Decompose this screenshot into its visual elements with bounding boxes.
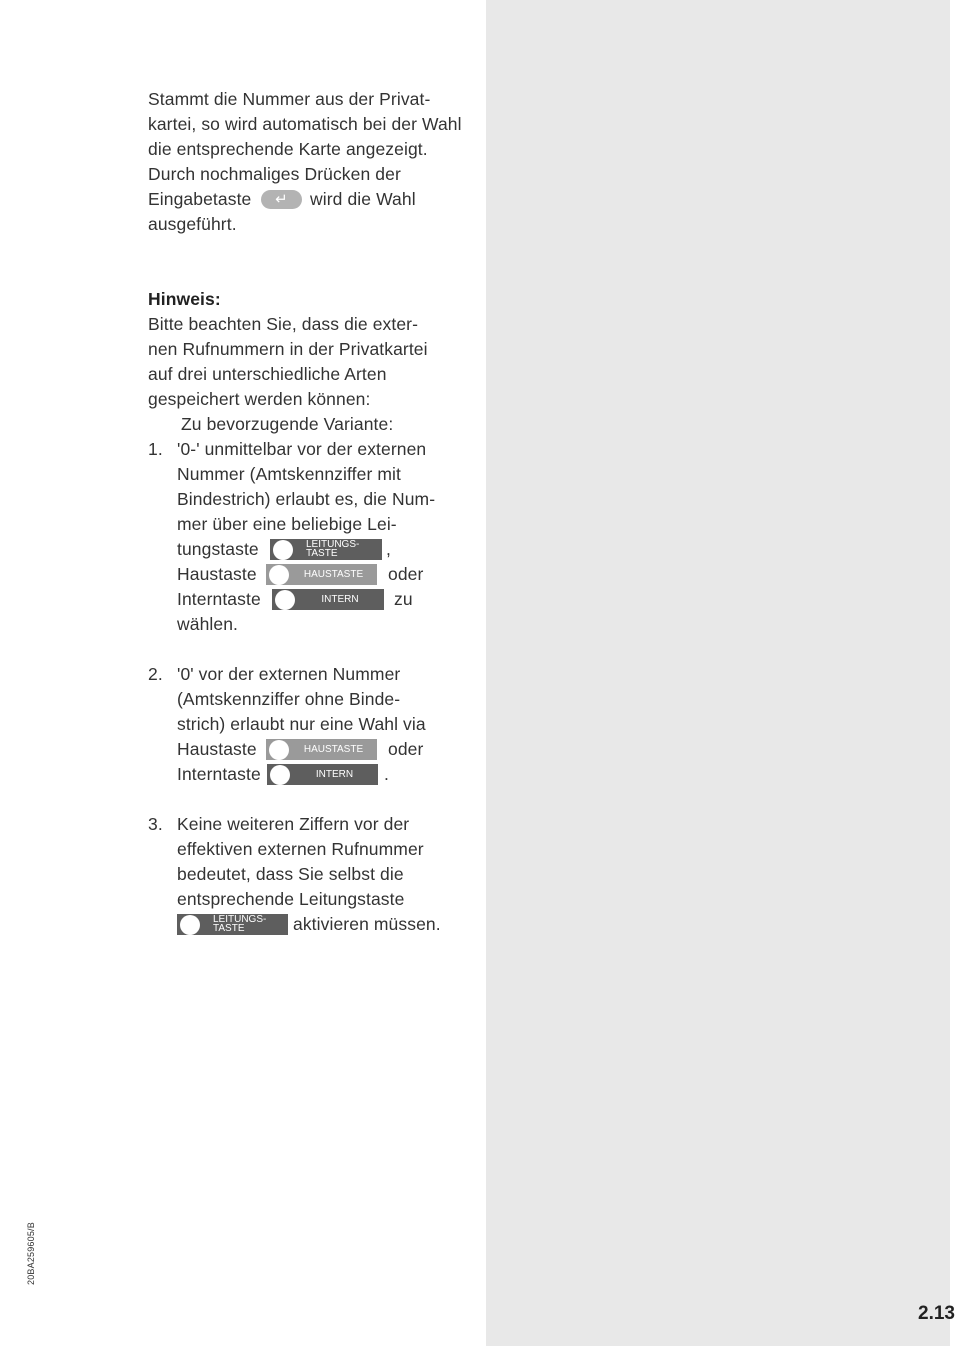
- item-1-line-6: [148, 562, 488, 587]
- item-2-haustaste-text: Haustaste: [177, 739, 257, 759]
- item-1-line-5: [148, 537, 488, 562]
- interntaste-label: INTERN: [321, 593, 359, 605]
- item-1-line-2: Nummer (Amtskennziffer mit: [177, 464, 401, 484]
- item-1-zu: zu: [394, 589, 413, 609]
- item-1-line-1: [148, 437, 488, 462]
- intro-line-6: ausgeführt.: [148, 214, 237, 234]
- intro-line-5-text: Eingabetaste: [148, 189, 252, 209]
- item-3-line-5: [148, 912, 488, 937]
- preferred-variant-label: Zu bevorzugende Variante:: [181, 414, 394, 434]
- item-2-interntaste-text: Interntaste: [177, 764, 261, 784]
- item-3-line-4: entsprechende Leitungstaste: [177, 889, 405, 909]
- leitungstaste-key-icon: [270, 539, 382, 560]
- item-1-line-3: Bindestrich) erlaubt es, die Num-: [177, 489, 436, 509]
- item-1-haustaste-text: Haustaste: [177, 564, 257, 584]
- intro-line-2: kartei, so wird automatisch bei der Wahl: [148, 114, 462, 134]
- intro-line-5: [148, 187, 488, 212]
- item-1-number: 1.: [148, 439, 163, 459]
- interntaste-key-icon: [267, 764, 378, 785]
- hinweis-line-4: gespeichert werden können:: [148, 389, 371, 409]
- intro-line-5-rest: wird die Wahl: [310, 189, 416, 209]
- item-2-period: .: [384, 764, 389, 784]
- key-led-icon: [273, 540, 293, 560]
- item-3-line-1: [148, 812, 488, 837]
- item-2-line-2: (Amtskennziffer ohne Binde-: [177, 689, 401, 709]
- intro-line-1: Stammt die Nummer aus der Privat-: [148, 89, 431, 109]
- item-1-interntaste-text: Interntaste: [177, 589, 261, 609]
- hinweis-heading: Hinweis:: [148, 289, 221, 309]
- key-led-icon: [270, 765, 290, 785]
- item-1-oder: oder: [388, 564, 424, 584]
- haustaste-label: HAUSTASTE: [303, 743, 364, 755]
- interntaste-label: INTERN: [315, 768, 354, 780]
- hinweis-line-3: auf drei unterschiedliche Arten: [148, 364, 387, 384]
- leitungstaste-label-1: LEITUNGS-: [213, 914, 267, 925]
- haustaste-key-icon: [266, 739, 377, 760]
- item-2-line-3: strich) erlaubt nur eine Wahl via: [177, 714, 426, 734]
- hinweis-line-1: Bitte beachten Sie, dass die exter-: [148, 314, 419, 334]
- leitungstaste-key-icon: [177, 914, 288, 935]
- item-1-line-7: [148, 587, 488, 612]
- item-3-text-1: Keine weiteren Ziffern vor der: [177, 814, 410, 834]
- item-1-line-4: mer über eine beliebige Lei-: [177, 514, 397, 534]
- key-led-icon: [269, 565, 289, 585]
- hinweis-line-2: nen Rufnummern in der Privatkartei: [148, 339, 428, 359]
- item-3-line-2: effektiven externen Rufnummer: [177, 839, 424, 859]
- page-number: 2.13: [918, 1303, 955, 1324]
- gray-margin-panel: [486, 0, 950, 1346]
- document-code: 20BA259605/B: [26, 1222, 36, 1285]
- item-1-comma: ,: [386, 539, 391, 559]
- key-led-icon: [275, 590, 295, 610]
- item-1-line-8: wählen.: [177, 614, 239, 634]
- item-3-activate-text: aktivieren müssen.: [293, 914, 441, 934]
- item-2-line-4: [148, 737, 488, 762]
- item-2-text-1: '0' vor der externen Nummer: [177, 664, 401, 684]
- leitungstaste-label-2: TASTE: [306, 548, 338, 559]
- haustaste-key-icon: [266, 564, 377, 585]
- haustaste-label: HAUSTASTE: [303, 568, 364, 580]
- item-2-number: 2.: [148, 664, 163, 684]
- leitungstaste-label-1: LEITUNGS-: [306, 539, 360, 550]
- item-3-number: 3.: [148, 814, 163, 834]
- intro-line-4: Durch nochmaliges Drücken der: [148, 164, 401, 184]
- item-1-text-1: '0-' unmittelbar vor der externen: [177, 439, 427, 459]
- item-2-line-1: [148, 662, 488, 687]
- key-led-icon: [269, 740, 289, 760]
- intro-line-3: die entsprechende Karte angezeigt.: [148, 139, 428, 159]
- item-1-leitungstaste-text: tungstaste: [177, 539, 259, 559]
- key-led-icon: [180, 915, 200, 935]
- item-2-oder: oder: [388, 739, 424, 759]
- manual-text: [148, 87, 488, 937]
- interntaste-key-icon: [272, 589, 384, 610]
- item-3-line-3: bedeutet, dass Sie selbst die: [177, 864, 404, 884]
- leitungstaste-label-2: TASTE: [213, 923, 245, 934]
- item-2-line-5: [148, 762, 488, 787]
- enter-key-icon: ↵: [261, 190, 302, 209]
